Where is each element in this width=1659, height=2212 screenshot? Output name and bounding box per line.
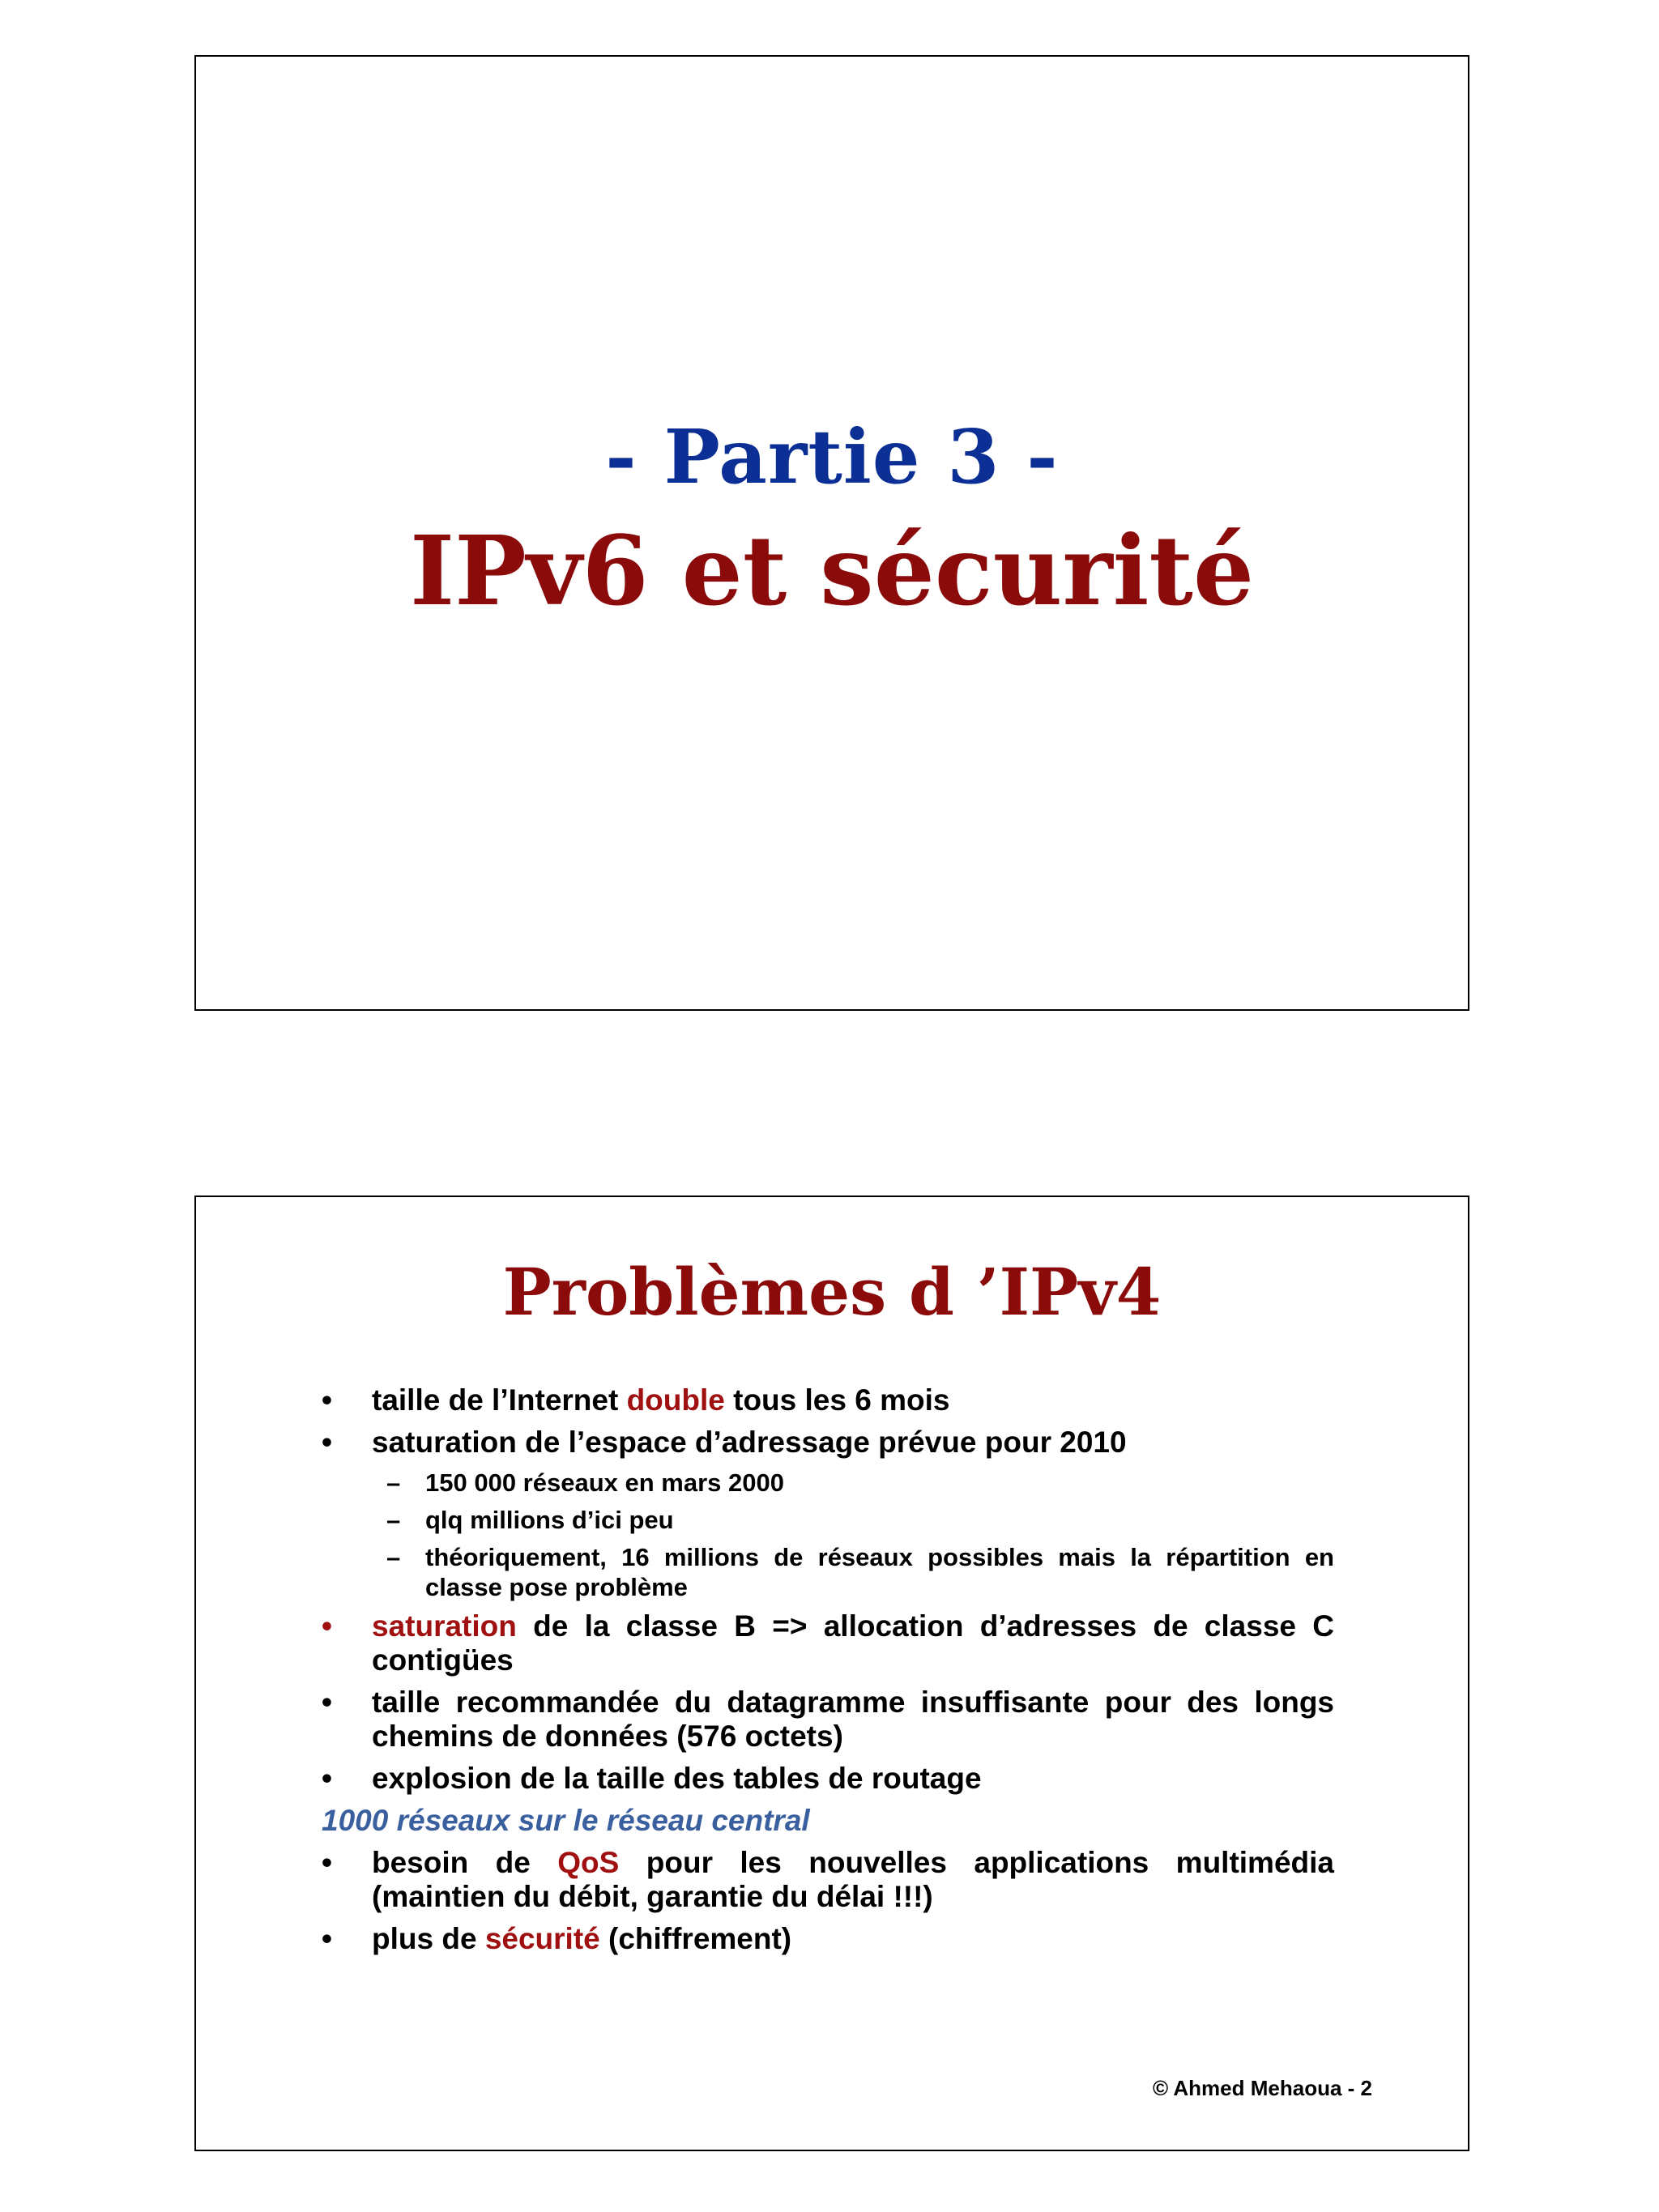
dash-marker: – (386, 1543, 401, 1571)
part-heading: - Partie 3 - (605, 413, 1059, 501)
bullet-item: • besoin de QoS pour les nouvelles applications multimédia (maintien du débit, garantie du délai !!!) (322, 1846, 1334, 1913)
sub-bullet-item: – 150 000 réseaux en mars 2000 (386, 1468, 784, 1497)
slide-1 (194, 55, 1469, 1011)
highlight: saturation (372, 1609, 517, 1643)
slide-2 (194, 1196, 1469, 2151)
highlight: QoS (557, 1846, 620, 1879)
dash-marker: – (386, 1468, 401, 1497)
bullet-marker: • (322, 1609, 332, 1643)
footer-credit: © Ahmed Mehaoua - 2 (1152, 2076, 1372, 2100)
note-line: 1000 réseaux sur le réseau central (322, 1804, 810, 1837)
bullet-list (322, 1383, 1334, 1964)
sub-bullet-item: – théoriquement, 16 millions de réseaux possibles mais la répartition en classe pose problème (386, 1543, 1334, 1601)
part-title: IPv6 et sécurité (409, 514, 1255, 627)
bullet-item: • taille de l’Internet double tous les 6 mois (322, 1383, 950, 1417)
dash-marker: – (386, 1506, 401, 1534)
bullet-marker: • (322, 1762, 332, 1795)
sub-bullet-item: – qlq millions d’ici peu (386, 1506, 674, 1534)
bullet-item: • plus de sécurité (chiffrement) (322, 1922, 792, 1955)
slide-title: Problèmes d ’IPv4 (502, 1254, 1162, 1330)
bullet-marker: • (322, 1686, 332, 1719)
highlight: double (626, 1383, 725, 1417)
bullet-marker: • (322, 1922, 332, 1955)
bullet-marker: • (322, 1846, 332, 1879)
bullet-item: • saturation de la classe B => allocation d’adresses de classe C contigües (322, 1609, 1334, 1677)
bullet-marker: • (322, 1426, 332, 1459)
bullet-item: • explosion de la taille des tables de routage (322, 1762, 982, 1795)
bullet-marker: • (322, 1383, 332, 1417)
bullet-item: • taille recommandée du datagramme insuffisante pour des longs chemins de données (576 octets) (322, 1686, 1334, 1753)
bullet-item: • saturation de l’espace d’adressage prévue pour 2010 (322, 1426, 1127, 1459)
highlight: sécurité (484, 1922, 600, 1955)
